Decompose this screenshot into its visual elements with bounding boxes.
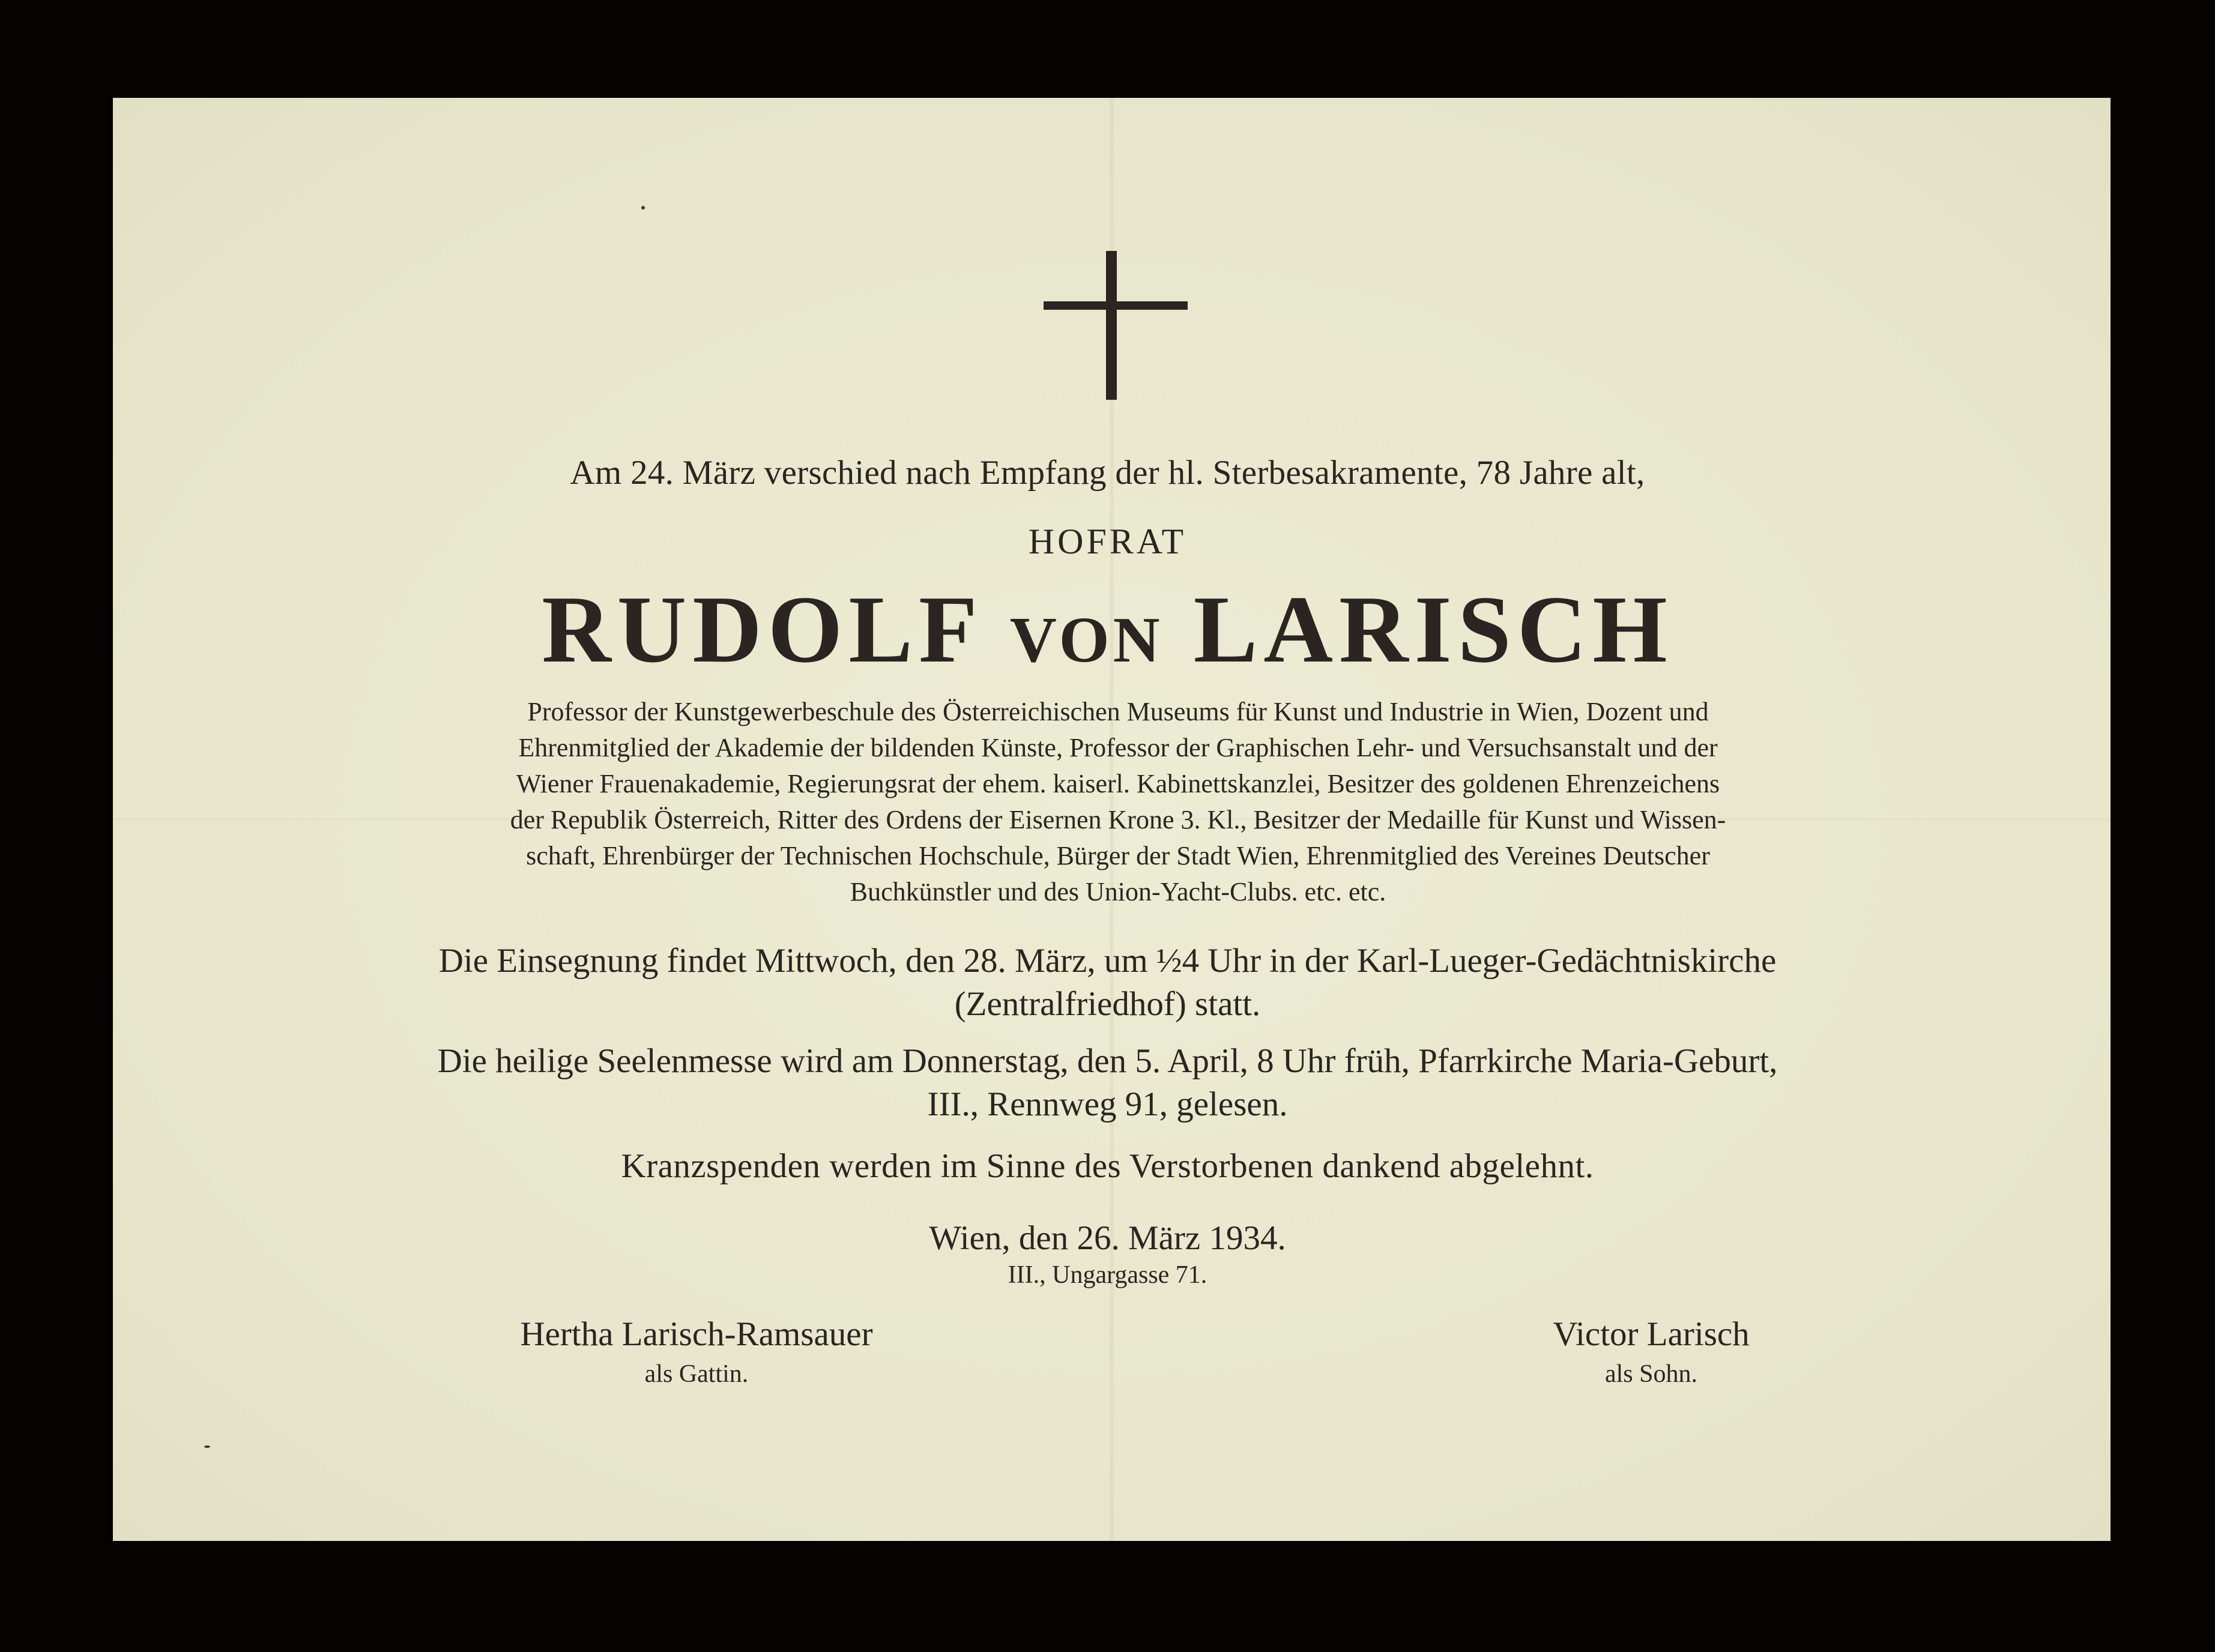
- description-line: Ehrenmitglied der Akademie der bildenden Künste, Professor der Graphischen Lehr- und Versuchsanstalt und der: [518, 733, 1718, 762]
- titles-description: [287, 694, 1949, 910]
- description-line: Buchkünstler und des Union-Yacht-Clubs. etc. etc.: [850, 877, 1386, 906]
- title-rank: HOFRAT: [1028, 522, 1187, 561]
- paper-speck: [641, 206, 645, 210]
- consecration-line: (Zentralfriedhof) statt.: [954, 985, 1261, 1023]
- description-line: Wiener Frauenakademie, Regierungsrat der ehem. kaiserl. Kabinettskanzlei, Besitzer des goldenen Ehrenzeichens: [516, 769, 1720, 798]
- signer-son: [1363, 1315, 1939, 1388]
- signer-widow: [408, 1315, 985, 1388]
- signer-name: Hertha Larisch-Ramsauer: [520, 1315, 873, 1353]
- paper-speck: [204, 1446, 210, 1448]
- name-particle: VON: [1009, 604, 1164, 676]
- wreath-note: Kranzspenden werden im Sinne des Verstorbenen dankend abgelehnt.: [621, 1147, 1594, 1185]
- address: III., Ungargasse 71.: [1008, 1261, 1207, 1289]
- signer-name: Victor Larisch: [1553, 1315, 1750, 1353]
- intro-text: Am 24. März verschied nach Empfang der hl. Sterbesakramente, 78 Jahre alt,: [570, 454, 1645, 492]
- description-line: schaft, Ehrenbürger der Technischen Hochschule, Bürger der Stadt Wien, Ehrenmitglied des Vereines Deutscher: [526, 841, 1710, 870]
- name-first: RUDOLF: [542, 576, 980, 683]
- mass-line: Die heilige Seelenmesse wird am Donnerstag, den 5. April, 8 Uhr früh, Pfarrkirche Maria-Geburt,: [437, 1042, 1778, 1080]
- mass-line: III., Rennweg 91, gelesen.: [927, 1085, 1288, 1123]
- description-line: Professor der Kunstgewerbeschule des Österreichischen Museums für Kunst und Industrie in Wien, Dozent und: [527, 697, 1709, 726]
- signer-role: als Gattin.: [644, 1360, 749, 1388]
- deceased-name: [0, 576, 2215, 682]
- consecration-line: Die Einsegnung findet Mittwoch, den 28. März, um ½4 Uhr in der Karl-Lueger-Gedächtniskirche: [438, 942, 1777, 980]
- signer-role: als Sohn.: [1604, 1360, 1697, 1388]
- cross-icon: [1044, 251, 1188, 400]
- name-last: LARISCH: [1193, 576, 1673, 683]
- description-line: der Republik Österreich, Ritter des Ordens der Eisernen Krone 3. Kl., Besitzer der Medaille für Kunst und Wissen-: [510, 805, 1726, 834]
- place-date: Wien, den 26. März 1934.: [929, 1219, 1286, 1257]
